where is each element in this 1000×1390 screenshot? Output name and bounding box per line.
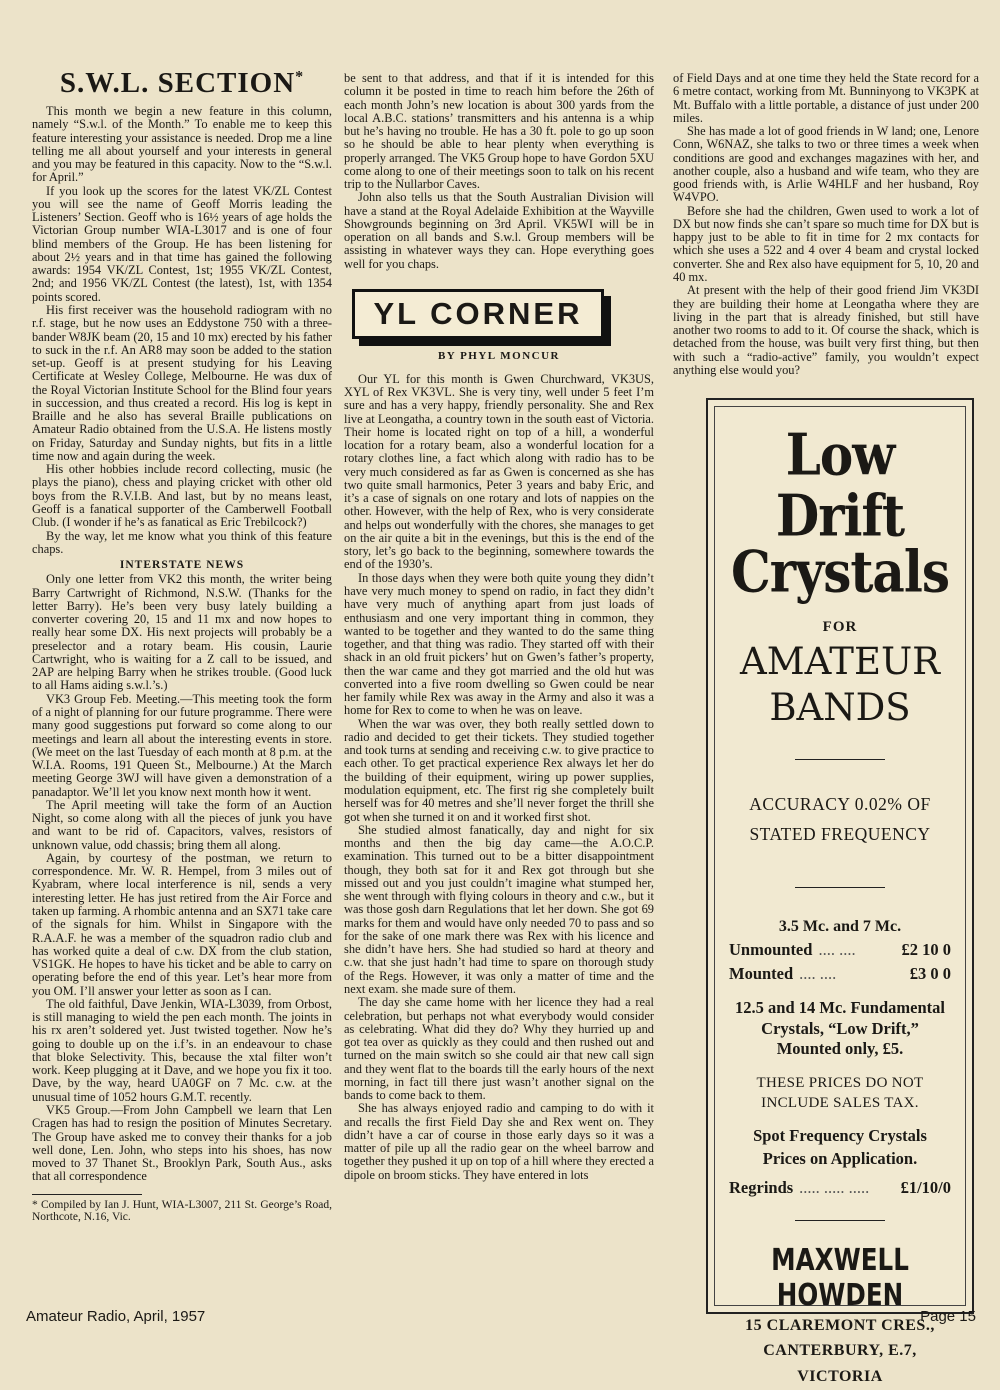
swl-title-mark: * [295,68,305,86]
ad-amateur: AMATEUR [739,639,941,683]
ad-spot-line-1: Spot Frequency Crystals [753,1126,927,1146]
interstate-paragraph: VK5 Group.—From John Campbell we learn that Len Cragen has had to resign the position of Minutes Secretary. The Group have asked me to convey their thanks for a job well done, Len. John, who steps into his shoes, has now moved to 37 Thanet St., Brooklyn Park, South Aus., asks that all correspondence [32,1102,332,1184]
ad-address-line-2: CANTERBURY, E.7, [763,1342,917,1360]
yl-byline: BY PHYL MONCUR [437,349,561,362]
ad-price-row-regrinds [715,1178,965,1198]
yl-continued-paragraph: At present with the help of their good friend Jim VK3DI they are building their home at Leongatha where they are living in the part that is already finished, but still have another two rooms to add to it. Of course the shack, which is detached from the house, was built very first thing, but then with such a “radio-active” family, you wouldn’t expect anything else would you? [673,283,979,377]
ad-frequency: 3.5 Mc. and 7 Mc. [778,918,902,936]
regrinds-price: £1/10/0 [900,1177,951,1197]
yl-paragraph: Our YL for this month is Gwen Churchward, VK3US, XYL of Rex VK3VL. She is very tiny, well under 5 feet I’m sure and has a very happy, friendly personality. She and Rex live at Leongatha, a country town in the south east of Victoria. Their home is located right on top of a hill, a wonderful location for a rotary beam, also a wonderful location for a rotary clothes line, a fact which along with radio has to be very much considered as far as Gwen is concerned as she has two quite small harmonics, Peter 3 years and baby Eric, and it’s a case of signals on one rotary and lots of nappies on the other. However, with the help of Rex, who is very considerate and helps out wonderfully with the chores, she manages to get on the air quite a bit in the evenings, but this is the end of the story, let’s go back to the beginning, somewhere towards the end of the 1930’s. [344,371,654,572]
unmounted-label: Unmounted [729,940,813,960]
swl-section-title [32,68,332,99]
swl-continued-paragraph: be sent to that address, and that if it is intended for this column it be posted in time to reach him before the 26th of each month John’s new location is about 300 yards from the local A.B.C. stations’ transmitters and his antenna is a whip but he’s having no trouble. He has a 30 ft. pole to go up soon so he should be able to hear plenty when everything is properly arranged. The VK5 Group hope to have Gordon 5XU come along to one of their meetings soon to talk on his recent trip to the Nullarbor Caves. [344,71,654,192]
footnote: * Compiled by Ian J. Hunt, WIA-L3007, 211 St. George’s Road, Northcote, N.16, Vic. [32,1198,332,1224]
ad-accuracy-line-1: ACCURACY 0.02% OF [749,793,931,814]
ad-price-row-unmounted [715,940,965,960]
ad-divider [795,759,885,760]
interstate-paragraph: Again, by courtesy of the postman, we return to correspondence. Mr. W. R. Hempel, from 3 miles out of Kyabram, where local interference is nil, sends a very interesting letter. He has just retired from the Air Force and taken up farming. A rhombic antenna and an SX71 take care of the signals for him. Whilst in Singapore with the R.A.A.F. he was a member of the squadron radio club and has worked quite a deal of c.w. DX from the club station, VS1GK. He hopes to have his ticket and be able to carry on operating before the end of this year. Let’s hear more from you OM. I’ll answer your letter as soon as I can. [32,850,332,998]
ad-price-row-mounted [715,964,965,984]
ad-accuracy-line-2: STATED FREQUENCY [749,823,931,844]
yl-corner-title: YL CORNER [373,296,583,332]
interstate-paragraph: The April meeting will take the form of an Auction Night, so come along with all the pieces of junk you have and want to be rid of. Capacitors, valves, resistors of unknown value, odd chassis; bring them all along. [32,797,332,852]
swl-continued-paragraph: John also tells us that the South Australian Division will have a stand at the Royal Adelaide Exhibition at the Wayville Showgrounds beginning on 3rd April. VK5WI will be in operation on all bands and S.w.l. Group members will be assisting in whatever ways they can. Hope everything goes well for you chaps. [344,190,654,271]
ad-bands: BANDS [769,686,911,730]
ad-divider [795,887,885,888]
mounted-label: Mounted [729,964,794,984]
mounted-price: £3 0 0 [909,964,951,984]
yl-paragraph: In those days when they were both quite young they didn’t have very much money to spend on radio, in fact they didn’t have very much of anything apart from just loads of enthusiasm and one very important thing in common, they wanted to be together and they wanted to do the same thing together, and that thing was radio. They started off with their shack in an old fruit pickers’ hut on Gwen’s father’s property, then the war came and they got married and the old hut was converted into a five room dwelling so Gwen could be near her family while Rex was away in the Army and also it was a home for Rex to come to when he was on leave. [344,570,654,718]
yl-continued-paragraph: of Field Days and at one time they held the State record for a 6 metre contact, working from Mt. Bunninyong to VK3PK at Mt. Buffalo with a little portable, a distance of just under 200 miles. [673,71,979,125]
swl-title-text: S.W.L. SECTION [59,67,296,99]
ad-tax-line-1: THESE PRICES DO NOT [756,1074,924,1091]
leader-dots: .... .... [818,940,856,960]
ad-address-line-1: 15 CLAREMONT CRES., [745,1316,935,1334]
footer-publication: Amateur Radio, April, 1957 [26,1308,206,1325]
yl-paragraph: She studied almost fanatically, day and night for six months and then the big day came—the A.O.C.P. examination. This turned out to be a bitter disappointment though, they both sat for it and Rex got through but she missed out and you just couldn’t imagine what stumped her, she went through with flying colours in theory and c.w., but it was those gosh darn Regulations that let her down. She got 69 marks for them and would have only needed 70 to pass and so for the sake of one mark there was Rex with his licence and she didn’t have hers. She had studied so hard at theory and c.w. that she just hadn’t had time to spare on thorough study of the Regs. However, it was only a matter of time and the next exam. she made sure of them. [344,822,654,996]
swl-paragraph: If you look up the scores for the latest VK/ZL Contest you will see the name of Geoff Morris leading the Listeners’ Section. Geoff who is 16½ years of age holds the Victorian Group number WIA-L3017 and is one of four blind members of the Group. He has been listening for about 2½ years and in that time has gained the following awards: 1954 VK/ZL Contest, 1st; 1955 VK/ZL Contest, 2nd; and 1956 VK/ZL Contest (the latest), 1st, with 1354 points scored. [32,183,332,304]
ad-divider [795,1220,885,1221]
ad-tax-line-2: INCLUDE SALES TAX. [761,1095,919,1111]
footer-page-number: Page 15 [920,1308,976,1325]
regrinds-label: Regrinds [729,1177,794,1197]
footnote-divider [32,1194,142,1195]
ad-fundamental-line-3: Mounted only, £5. [776,1038,904,1058]
interstate-paragraph: Only one letter from VK2 this month, the writer being Barry Cartwright of Richmond, N.S.W. (Thanks for the letter Barry). He’s been very busy lately building a converter covering 20, 15 and 11 mx and now hopes to really hear some DX. His next projects will probably be a preselector and a rotary beam. His cousin, Laurie Cartwright, who is waiting for a Z call to be issued, and 2AP are helping Barry when he strikes trouble. (Good luck to all Hams aiding s.w.l.’s.) [32,572,332,693]
swl-paragraph: By the way, let me know what you think of this feature chaps. [32,528,332,556]
ad-fundamental-line-1: 12.5 and 14 Mc. Fundamental [735,998,945,1018]
swl-paragraph: His other hobbies include record collecting, music (he plays the piano), chess and playing cricket with other old boys from the R.V.I.B. And last, but by no means least, Geoff is a fanatical supporter of the Camberwell Football Club. (I wonder if he’s as fanatical as Eric Trebilcock?) [32,462,332,530]
swl-paragraph: This month we begin a new feature in this column, namely “S.w.l. of the Month.” To enable me to keep this feature interesting your assistance is needed. Drop me a line telling me all about yourself and your interests in general and you may be featured in this capacity. Now to the “S.w.l. for April.” [32,104,332,185]
ad-fundamental-line-2: Crystals, “Low Drift,” [761,1018,919,1038]
ad-headline-low-drift: Low Drift [775,420,905,549]
ad-address-line-3: VICTORIA [797,1367,883,1385]
yl-paragraph: The day she came home with her licence they had a real celebration, but perhaps not what everybody would consider as celebrating. What did they do? Why they hurried up and got tea over as quickly as they could and then rushed out and turned on the main switch so she could air that new call sign and they went flat to the boards till the early hours of the next morning, in fact till there just wasn’t another signal on the bands to come back to them. [344,995,654,1103]
yl-paragraph: When the war was over, they both really settled down to radio and decided to get their tickets. They studied together and took turns at sending and receiving c.w. to give practice to each other. To get practical experience Rex always let her do the building of their equipment, wiring up power supplies, modulation equipment, etc. The first rig she completely built herself was for 40 metres and she’ll never forget the thrill she got when she turned it on and it worked first shot. [344,716,654,824]
ad-company-name: MAXWELL HOWDEN [771,1242,909,1313]
swl-paragraph: His first receiver was the household radiogram with no r.f. stage, but he now uses an Eddystone 750 with a three-bander W8JK beam (20, 15 and 10 mx) erected by his father to suck in the r.f. An AR8 may soon be added to the station set-up. Geoff is at present studying for his Leaving Certificate at Wesley College, Melbourne. He was dux of the Royal Victorian Institute School for the Blind four years in succession, and thus created a record. His log is kept in Braille and he also has several Braille publications on Amateur Radio obtained from the U.S.A. He listens mostly on Friday, Saturday and Sunday nights, but fits in a little time now and again during the week. [32,303,332,463]
column-1 [32,68,332,1224]
unmounted-price: £2 10 0 [901,940,951,960]
leader-dots: .... .... [799,964,837,984]
yl-continued-paragraph: She has made a lot of good friends in W land; one, Lenore Conn, W6NAZ, she talks to two or three times a week when conditions are good and exchanges magazines with her, and another couple, also a husband and wife team, who they are good friends with, is Arlie W4HLF and her husband, Roy W4VPO. [673,124,979,205]
yl-paragraph: She has always enjoyed radio and camping to do with it and recalls the first Field Day she and Rex went on. They didn’t have a car of course in those early days so it was a matter of pile up all the radio gear on the wheel barrow and together they pushed it up on top of a hill where they erected a dipole on broom sticks. They have entered in lots [344,1101,655,1182]
column-3 [673,72,979,377]
leader-dots: ..... ..... ..... [799,1177,870,1197]
yl-continued-paragraph: Before she had the children, Gwen used to work a lot of DX but now finds she can’t spare so much time for DX but is happy just to be able to fit in time for 2 mx contacts for which she uses a 522 and 4 over 4 beam and crystal locked converter. She and Rex also have equipment for 5, 10, 20 and 40 mx. [673,203,979,284]
yl-corner-title-box [352,289,604,339]
column-2 [344,72,654,1182]
ad-spot-line-2: Prices on Application. [762,1148,918,1168]
interstate-news-heading: INTERSTATE NEWS [119,559,245,572]
ad-headline-crystals: Crystals [731,537,949,606]
interstate-paragraph: The old faithful, Dave Jenkin, WIA-L3039, from Orbost, is still managing to wield the pen each month. The joints in his rx aren’t soldered yet. Just twisted together. Now he’s going to double up on the i.f’s. in an endeavour to chase that bloke Selectivity. This, because the xtal filter won’t work. Keep plugging at it Dave, and we hope you fix it too. Dave, by the way, heard UA0GF on 7 Mc. c.w. at the unusual time of 1052 hours G.M.T. recently. [32,996,332,1104]
interstate-paragraph: VK3 Group Feb. Meeting.—This meeting took the form of a night of planning for our future programme. There were many good suggestions put forward so come along to our meetings and learn all about the interesting events in store. (We meet on the last Tuesday of each month at 8 p.m. at the W.I.A. Rooms, 191 Queen St., Melbourne.) At the March meeting George 3WJ will have given a demonstration of a panadaptor. We’ll let you know next month how it went. [32,691,332,799]
ad-for: FOR [822,618,858,635]
